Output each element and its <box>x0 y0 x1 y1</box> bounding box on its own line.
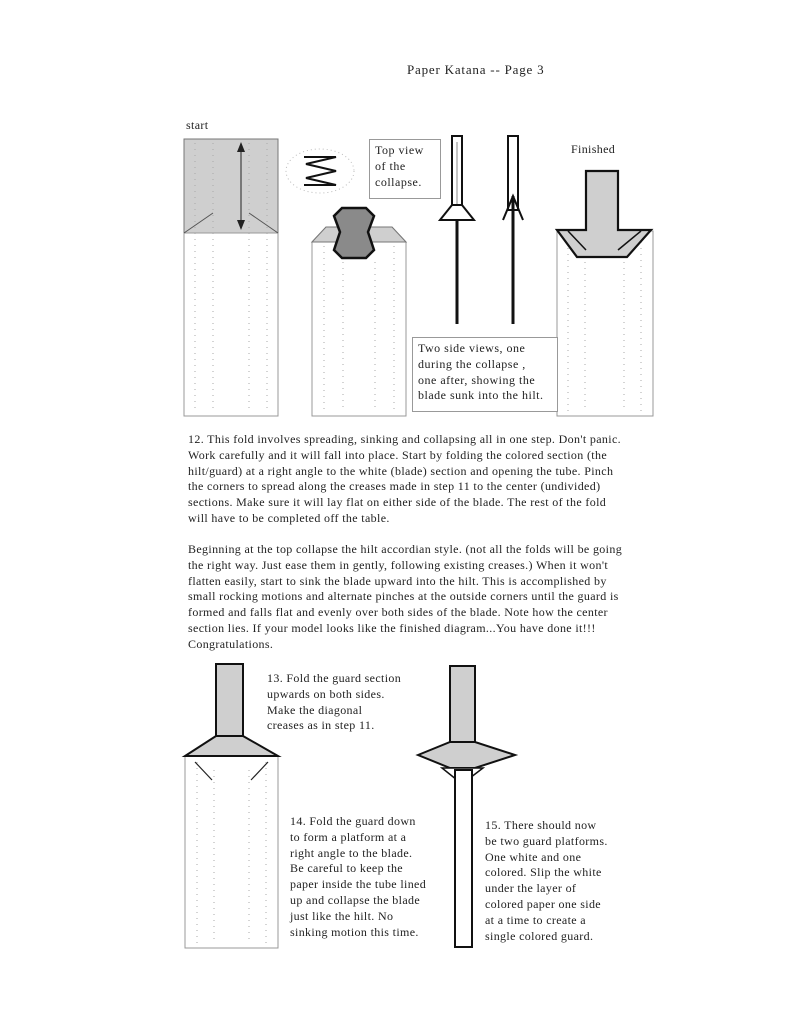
step13-14-diagram <box>185 664 278 948</box>
step12-paragraph-1: 12. This fold involves spreading, sinking and collapsing all in one step. Don't panic. Work carefully and it will fall into place. Start by folding the colored section (the hilt/guard) at a right angle to the white (blade) section and opening the tube. Pinch the corners to spread along the creases made in step 11 to the center (undivided) sections. Make sure it will lay flat on either side of the blade. The rest of the fold will have to be completed off the table. <box>188 432 621 525</box>
top-view-caption: Top view of the collapse. <box>369 139 441 199</box>
page-title: Paper Katana -- Page 3 <box>407 62 545 77</box>
side-view-after-diagram <box>503 136 523 324</box>
step14-text: 14. Fold the guard down to form a platform at a right angle to the blade. Be careful to keep the paper inside the tube lined up and collapse the blade just like the hilt. No sinking motion this time. <box>290 814 427 939</box>
finished-label: Finished <box>571 142 616 156</box>
step13-text: 13. Fold the guard section upwards on both sides. Make the diagonal creases as in step 11. <box>267 671 402 733</box>
start-label: start <box>186 118 209 132</box>
step12-paragraph-2: Beginning at the top collapse the hilt accordian style. (not all the folds will be going the right way. Just ease them in gently, following existing creases.) When it won't flatten easily, start to sink the blade upward into the hilt. This is accomplished by small rocking motions and alternate pinches at the outside corners until the guard is formed and falls flat and evenly over both sides of the blade. Note how the center section lies. If your model looks like the finished diagram...You have done it!!! Congratulations. <box>188 542 623 651</box>
top-view-collapse-icon <box>286 149 354 193</box>
collapse-diagram <box>312 208 406 416</box>
side-views-caption: Two side views, one during the collapse , one after, showing the blade sunk into the hilt. <box>412 337 558 412</box>
step15-text: 15. There should now be two guard platforms. One white and one colored. Slip the white under the layer of colored paper one side at a time to create a single colored guard. <box>485 818 608 943</box>
start-diagram <box>184 139 278 416</box>
finished-diagram <box>557 171 653 416</box>
side-view-during-diagram <box>440 136 474 324</box>
